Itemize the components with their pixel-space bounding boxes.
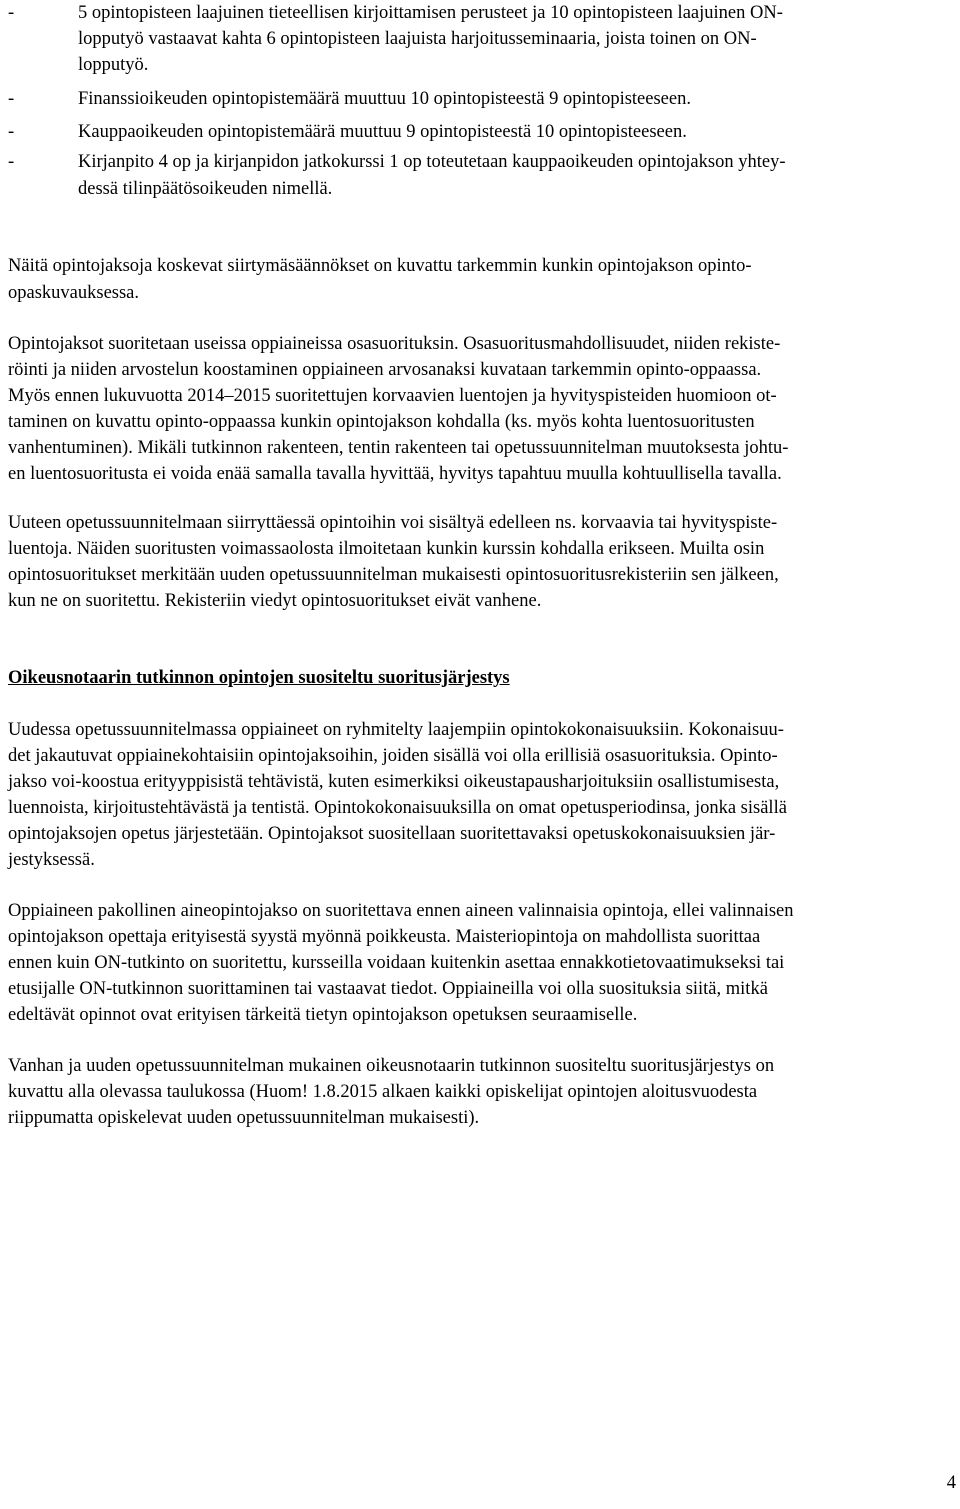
paragraph-line: Myös ennen lukuvuotta 2014–2015 suoritettujen korvaavien luentojen ja hyvityspisteiden huomioon ot- [8, 386, 777, 406]
paragraph-line: Uudessa opetussuunnitelmassa oppiaineet on ryhmitelty laajempiin opintokokonaisuuksiin. Kokonaisuu- [8, 720, 784, 740]
paragraph-line: en luentosuoritusta ei voida enää samalla tavalla hyvittää, hyvitys tapahtuu muulla kohtuullisella tavalla. [8, 464, 782, 484]
bullet-line: lopputyö vastaavat kahta 6 opintopisteen laajuista harjoitusseminaaria, joista toinen on ON- [78, 29, 757, 49]
paragraph-line: taminen on kuvattu opinto-oppaassa kunkin opintojakson kohdalla (ks. myös kohta luentosuoritusten [8, 412, 755, 432]
paragraph-line: röinti ja niiden arvostelun koostaminen oppiaineen arvosanaksi kuvataan tarkemmin opinto-oppaassa. [8, 360, 762, 380]
paragraph-line: luennoista, kirjoitustehtävästä ja tentistä. Opintokokonaisuuksilla on omat opetusperiodinsa, jonka sisällä [8, 798, 787, 818]
paragraph-line: jestyksessä. [8, 850, 95, 870]
page-number: 4 [946, 1473, 956, 1493]
paragraph-line: kuvattu alla olevassa taulukossa (Huom! 1.8.2015 alkaen kaikki opiskelijat opintojen aloitusvuodesta [8, 1082, 758, 1102]
bullet-line: Kauppaoikeuden opintopistemäärä muuttuu 9 opintopisteestä 10 opintopisteeseen. [78, 122, 687, 142]
paragraph-line: edeltävät opinnot ovat erityisen tärkeitä tietyn opintojakson opetuksen seuraamiselle. [8, 1005, 638, 1025]
bullet-line: dessä tilinpäätösoikeuden nimellä. [78, 179, 333, 199]
paragraph-line: etusijalle ON-tutkinnon suorittaminen tai vastaavat tiedot. Oppiaineilla voi olla suosituksia siitä, mitkä [8, 979, 768, 999]
paragraph-line: luentoja. Näiden suoritusten voimassaolosta ilmoitetaan kunkin kurssin kohdalla erikseen. Muilta osin [8, 539, 765, 559]
paragraph-line: riippumatta opiskelevat uuden opetussuunnitelman mukaisesti). [8, 1108, 480, 1128]
paragraph-line: Näitä opintojaksoja koskevat siirtymäsäännökset on kuvattu tarkemmin kunkin opintojakson opinto- [8, 256, 752, 276]
paragraph-line: det jakautuvat oppiainekohtaisiin opintojaksoihin, joiden sisällä voi olla erillisiä osasuorituksia. Opinto- [8, 746, 778, 766]
bullet-dash: - [8, 3, 15, 23]
bullet-line: 5 opintopisteen laajuinen tieteellisen kirjoittamisen perusteet ja 10 opintopisteen laajuinen ON- [78, 3, 783, 23]
paragraph-line: Oppiaineen pakollinen aineopintojakso on suoritettava ennen aineen valinnaisia opintoja, ellei valinnaisen [8, 901, 794, 921]
section-heading: Oikeusnotaarin tutkinnon opintojen suositeltu suoritusjärjestys [8, 668, 510, 688]
paragraph-line: opintosuoritukset merkitään uuden opetussuunnitelman mukaisesti opintosuoritusrekisteriin sen jälkeen, [8, 565, 779, 585]
bullet-dash: - [8, 122, 15, 142]
paragraph-line: Opintojaksot suoritetaan useissa oppiaineissa osasuorituksin. Osasuoritusmahdollisuudet, niiden rekiste- [8, 334, 781, 354]
paragraph-line: jakso voi-koostua erityyppisistä tehtävistä, kuten esimerkiksi oikeustapausharjoituksiin osallistumisesta, [8, 772, 780, 792]
bullet-dash: - [8, 152, 15, 172]
bullet-line: Finanssioikeuden opintopistemäärä muuttuu 10 opintopisteestä 9 opintopisteeseen. [78, 89, 691, 109]
bullet-line: Kirjanpito 4 op ja kirjanpidon jatkokurssi 1 op toteutetaan kauppaoikeuden opintojakson yhtey- [78, 152, 786, 172]
bullet-dash: - [8, 89, 15, 109]
paragraph-line: vanhentuminen). Mikäli tutkinnon rakenteen, tentin rakenteen tai opetussuunnitelman muutoksesta johtu- [8, 438, 789, 458]
bullet-line: lopputyö. [78, 55, 149, 75]
paragraph-line: opaskuvauksessa. [8, 283, 140, 303]
paragraph-line: ennen kuin ON-tutkinto on suoritettu, kursseilla voidaan kuitenkin asettaa ennakkotietovaatimukseksi tai [8, 953, 785, 973]
paragraph-line: opintojakson opettaja erityisestä syystä myönnä poikkeusta. Maisteriopintoja on mahdollista suorittaa [8, 927, 761, 947]
paragraph-line: Uuteen opetussuunnitelmaan siirryttäessä opintoihin voi sisältyä edelleen ns. korvaavia tai hyvityspiste- [8, 513, 778, 533]
paragraph-line: opintojaksojen opetus järjestetään. Opintojaksot suositellaan suoritettavaksi opetuskokonaisuuksien jär- [8, 824, 776, 844]
paragraph-line: kun ne on suoritettu. Rekisteriin viedyt opintosuoritukset eivät vanhene. [8, 591, 542, 611]
paragraph-line: Vanhan ja uuden opetussuunnitelman mukainen oikeusnotaarin tutkinnon suositeltu suoritusjärjestys on [8, 1056, 775, 1076]
